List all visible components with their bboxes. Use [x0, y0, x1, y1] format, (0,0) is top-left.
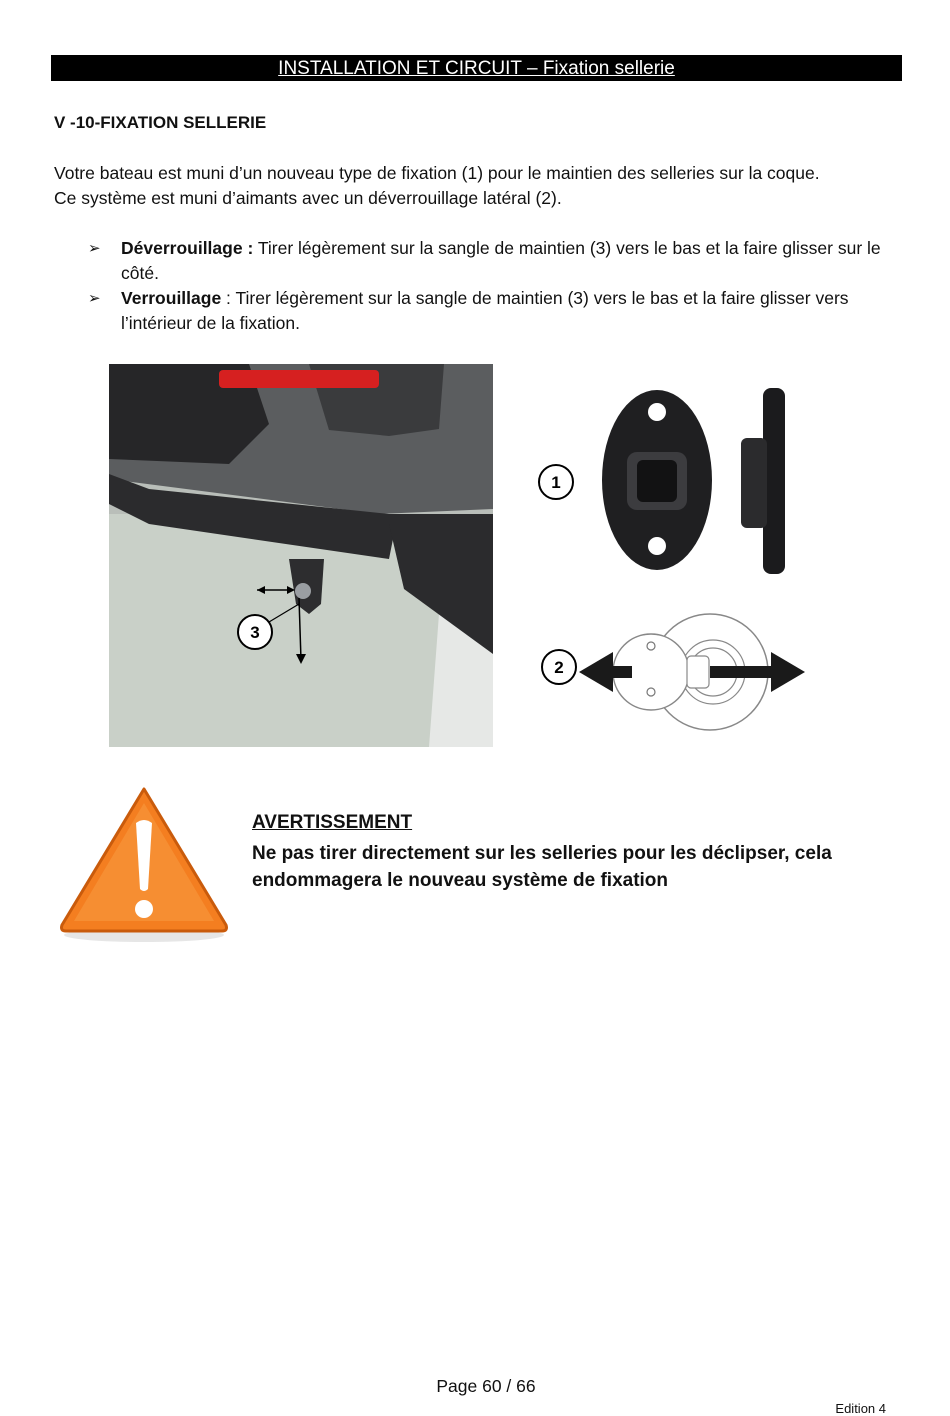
intro-line-2: Ce système est muni d’aimants avec un déverrouillage latéral (2). [54, 188, 562, 208]
instruction-list [88, 236, 903, 336]
callout-2: 2 [554, 658, 564, 677]
warning-title: AVERTISSEMENT [252, 812, 413, 833]
list-item [88, 236, 903, 286]
bullet-label: Verrouillage [121, 288, 222, 308]
header-bar [51, 55, 902, 81]
callout-3: 3 [250, 623, 260, 642]
arrow-bullet-icon: ➢ [88, 290, 101, 307]
magnetic-fixation-photo [535, 380, 835, 740]
bullet-text: : Tirer légèrement sur la sangle de maintien (3) vers le bas et la faire glisser vers l’intérieur de la fixation. [121, 288, 849, 333]
section-title: V -10-FIXATION SELLERIE [54, 113, 267, 132]
seat-fixation-photo [109, 364, 493, 747]
arrow-bullet-icon: ➢ [88, 240, 101, 257]
warning-triangle-icon [58, 785, 230, 945]
edition-label: Edition 4 [835, 1401, 886, 1416]
header-title: INSTALLATION ET CIRCUIT – Fixation sellerie [278, 58, 675, 79]
page-number: Page 60 / 66 [436, 1376, 536, 1396]
intro-line-1: Votre bateau est muni d’un nouveau type de fixation (1) pour le maintien des selleries sur la coque. [54, 163, 820, 183]
bullet-text: Tirer légèrement sur la sangle de maintien (3) vers le bas et la faire glisser sur le côté. [121, 238, 881, 283]
callout-1: 1 [551, 473, 561, 492]
bullet-label: Déverrouillage : [121, 238, 254, 258]
warning-text: Ne pas tirer directement sur les selleries pour les déclipser, cela endommagera le nouveau système de fixation [252, 843, 832, 891]
intro-paragraph [54, 161, 904, 211]
list-item [88, 286, 903, 336]
